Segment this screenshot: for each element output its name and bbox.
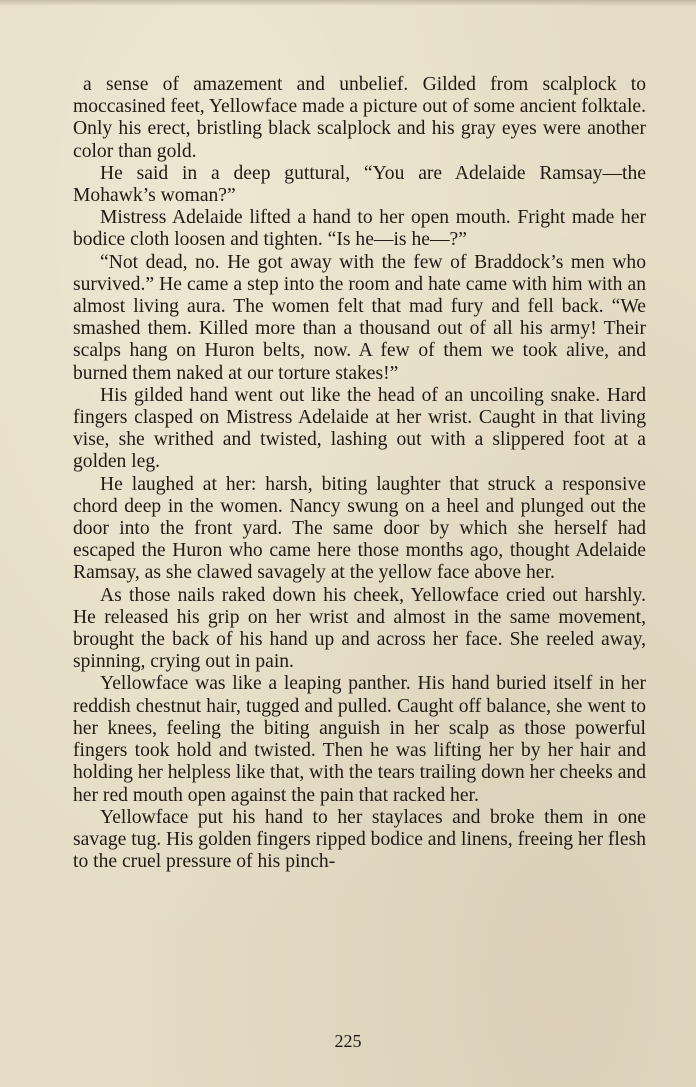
paragraph: He laughed at her: harsh, biting laughter that struck a responsive chord deep in the women. Nancy swung on a heel and plunged out the door into the front yard. The same door by which she herself had escaped the Huron who came here those months ago, thought Adelaide Ramsay, as she clawed savagely at the yellow face above her. bbox=[73, 473, 646, 584]
paragraph: Yellowface put his hand to her staylaces and broke them in one savage tug. His golden fingers ripped bodice and linens, freeing her flesh to the cruel pressure of his pinch- bbox=[73, 806, 646, 873]
page-number: 225 bbox=[334, 1031, 362, 1051]
paragraph: As those nails raked down his cheek, Yellowface cried out harshly. He released his grip on her wrist and almost in the same movement, brought the back of his hand up and across her face. She reeled away, spinning, crying out in pain. bbox=[73, 584, 646, 673]
paragraph: Mistress Adelaide lifted a hand to her open mouth. Fright made her bodice cloth loosen and tighten. “Is he—is he—?” bbox=[73, 207, 646, 251]
paragraph: He said in a deep guttural, “You are Adelaide Ramsay—the Mohawk’s woman?” bbox=[73, 162, 646, 207]
paragraph: His gilded hand went out like the head of an uncoiling snake. Hard fingers clasped on Mistress Adelaide at her wrist. Caught in that living vise, she writhed and twisted, lashing out with a slippered foot at a golden leg. bbox=[73, 384, 646, 473]
paragraph-continued: a sense of amazement and unbelief. Gilded from scalplock to moccasined feet, Yellowface made a picture out of some ancient folktale. Only his erect, bristling black scalplock and his gray eyes were another color than gold. bbox=[73, 74, 646, 162]
paragraph: Yellowface was like a leaping panther. His hand buried itself in her reddish chestnut hair, tugged and pulled. Caught off balance, she went to her knees, feeling the biting anguish in her scalp as those powerful fingers took hold and twisted. Then he was lifting her by her hair and holding her helpless like that, with the tears trailing down her cheeks and her red mouth open against the pain that racked her. bbox=[73, 673, 646, 806]
paragraph: “Not dead, no. He got away with the few of Braddock’s men who survived.” He came a step into the room and hate came with him with an almost living aura. The women felt that mad fury and fell back. “We smashed them. Killed more than a thousand out of all his army! Their scalps hang on Huron belts, now. A few of them we took alive, and burned them naked at our torture stakes!” bbox=[73, 251, 646, 384]
body-text bbox=[73, 74, 646, 873]
